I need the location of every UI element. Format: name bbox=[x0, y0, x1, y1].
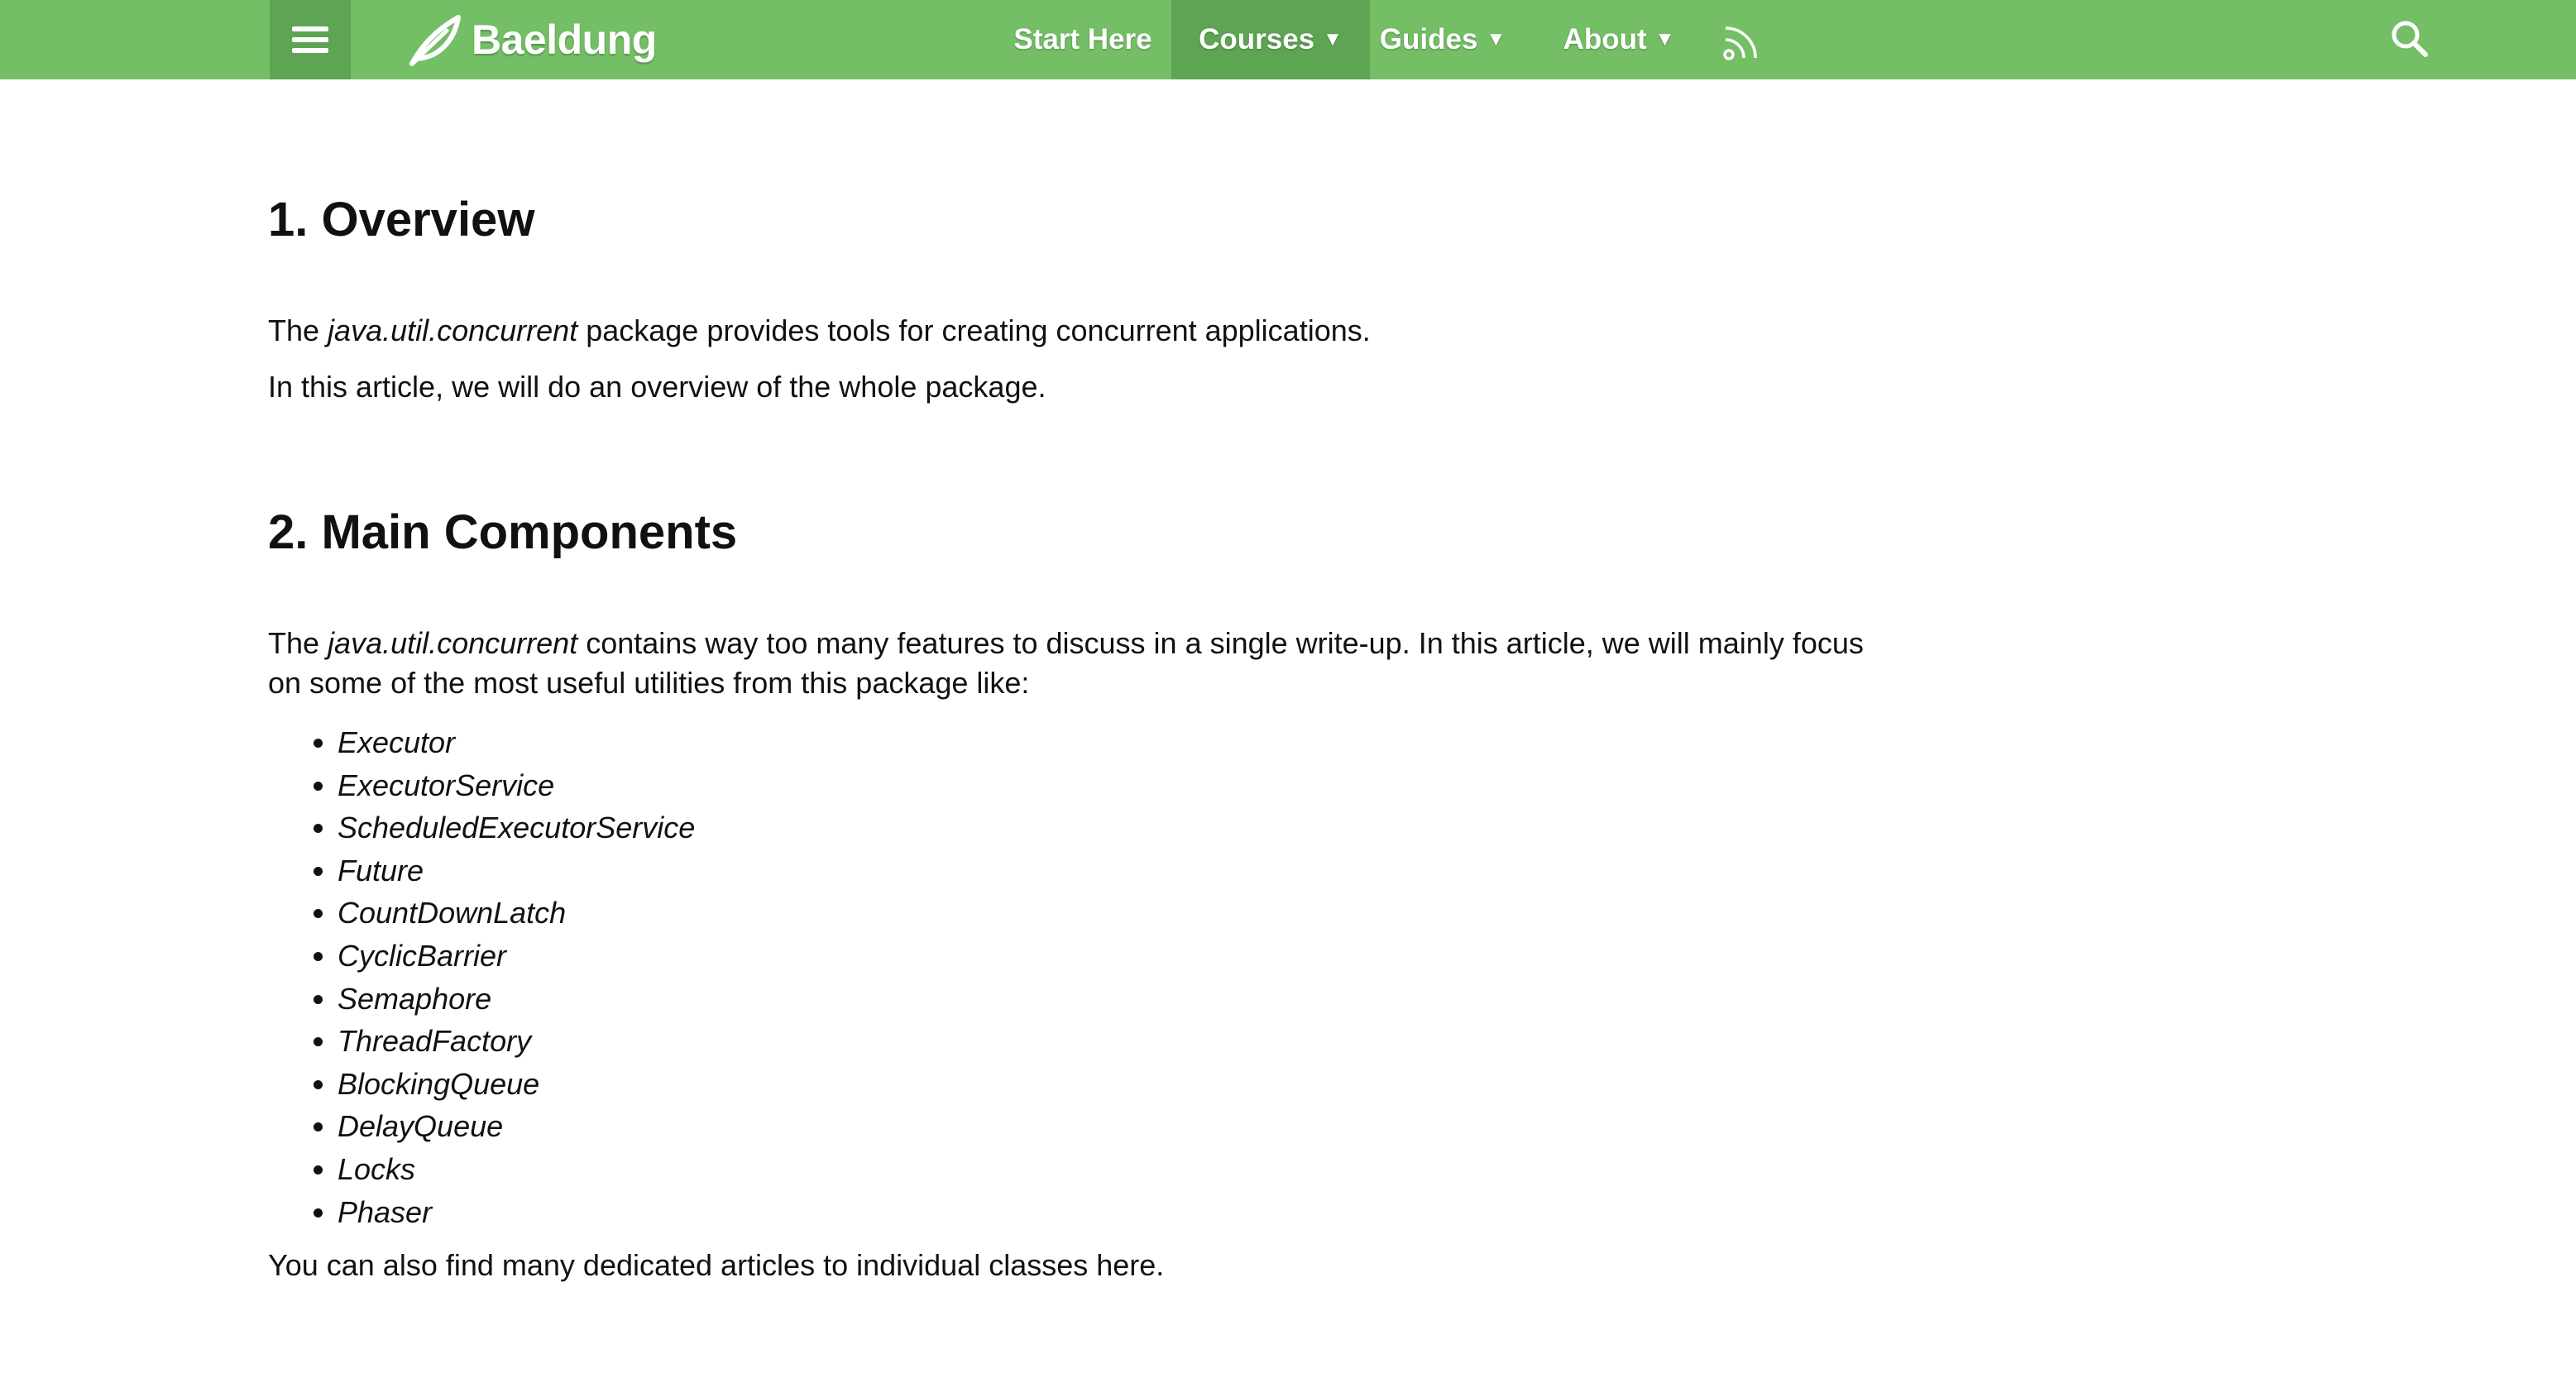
list-item: • Phaser bbox=[338, 1191, 695, 1234]
list-item: • ExecutorService bbox=[338, 764, 695, 807]
overview-paragraph-1: The java.util.concurrent package provides tools for creating concurrent applications. bbox=[268, 313, 1371, 347]
top-navbar bbox=[0, 0, 2576, 79]
overview-paragraph-2: In this article, we will do an overview of the whole package. bbox=[268, 370, 1046, 404]
package-name: java.util.concurrent bbox=[328, 626, 578, 660]
nav-start-here-label: Start Here bbox=[1013, 23, 1152, 55]
list-item: • ThreadFactory bbox=[338, 1020, 695, 1063]
logo-text: Baeldung bbox=[472, 17, 657, 63]
search-icon[interactable] bbox=[2386, 15, 2432, 61]
nav-guides[interactable] bbox=[1370, 0, 1515, 79]
list-item: • BlockingQueue bbox=[338, 1063, 695, 1106]
list-item: • Locks bbox=[338, 1148, 695, 1191]
closing-paragraph: You can also find many dedicated articles to individual classes here. bbox=[268, 1248, 1165, 1282]
chevron-down-icon: ▼ bbox=[1654, 28, 1675, 50]
nav-courses[interactable] bbox=[1171, 0, 1370, 79]
list-item: • CyclicBarrier bbox=[338, 935, 695, 978]
main-components-paragraph: The java.util.concurrent contains way too many features to discuss in a single write-up. In this article, we will mainly focus on some of the most useful utilities from this package like: bbox=[268, 626, 1864, 700]
list-item: • Semaphore bbox=[338, 978, 695, 1021]
hamburger-menu-icon bbox=[292, 21, 328, 59]
package-name: java.util.concurrent bbox=[328, 313, 578, 347]
rss-icon[interactable] bbox=[1721, 18, 1765, 63]
chevron-down-icon: ▼ bbox=[1323, 28, 1343, 50]
leaf-logo-icon bbox=[405, 12, 463, 67]
chevron-down-icon: ▼ bbox=[1486, 28, 1506, 50]
list-item: • ScheduledExecutorService bbox=[338, 806, 695, 849]
components-list bbox=[301, 721, 695, 1233]
nav-about[interactable] bbox=[1549, 0, 1689, 79]
section-heading-overview: 1. Overview bbox=[268, 193, 535, 246]
nav-start-here[interactable] bbox=[989, 0, 1176, 79]
nav-about-label: About bbox=[1563, 23, 1647, 55]
nav-courses-label: Courses bbox=[1199, 23, 1315, 55]
section-heading-main-components: 2. Main Components bbox=[268, 505, 738, 559]
list-item: • DelayQueue bbox=[338, 1105, 695, 1148]
nav-guides-label: Guides bbox=[1379, 23, 1478, 55]
hamburger-menu-button[interactable] bbox=[270, 0, 351, 79]
list-item: • Future bbox=[338, 849, 695, 892]
list-item: • Executor bbox=[338, 721, 695, 764]
site-logo[interactable] bbox=[405, 0, 657, 79]
list-item: • CountDownLatch bbox=[338, 892, 695, 935]
